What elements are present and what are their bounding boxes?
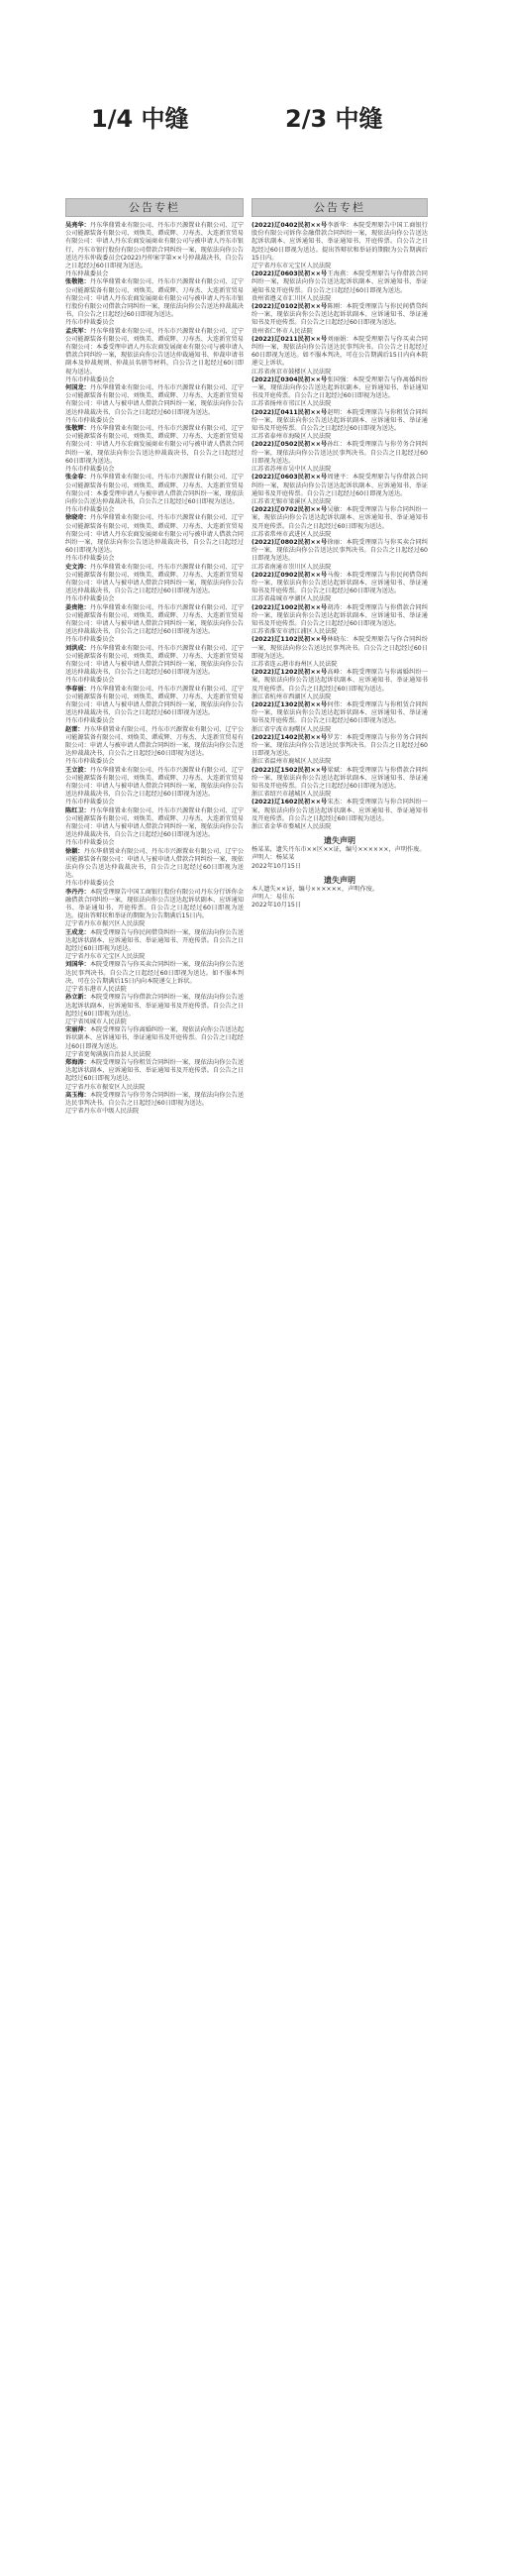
lost-notice-body: 杨某某，遗失丹东市××区××证，编号××××××，声明作废。: [252, 846, 426, 854]
announcement-case-number: 吴亮华：: [65, 222, 90, 229]
lost-notice-list: [252, 835, 428, 910]
announcement-item: [252, 474, 428, 498]
announcement-body: 本院受理原告中国工商银行股份有限公司丹东分行诉你金融借款合同纠纷一案，现依法向你公告送达起诉状副本、应诉通知书、举证通知书、开庭传票。自公告之日起经过60日即视为送达。提出答辩状和举证的期限为公告期满后15日内。: [65, 888, 244, 920]
announcement-case-number: (2022)辽0702民初××号: [252, 506, 328, 514]
announcement-case-number: 史文涛：: [65, 563, 90, 571]
right-fold-header: 2/3 中缝: [285, 105, 383, 133]
announcement-case-number: 李丹丹：: [65, 888, 90, 896]
announcement-signature: 江苏省扬州市邗江区人民法院: [252, 400, 332, 408]
announcement-signature: 丹东市仲裁委员会: [65, 717, 115, 725]
announcement-item: [252, 506, 428, 531]
announcement-case-number: (2022)辽1302民初××号: [252, 700, 328, 708]
announcement-item: [252, 303, 428, 328]
announcement-item: [65, 994, 244, 1019]
announcement-item: [252, 799, 428, 823]
announcement-body: 赵明：本院受理原告与你租赁合同纠纷一案，现依法向你公告送达起诉状副本、应诉通知书、举证通知书及开庭传票。自公告之日起经过60日即视为送达。: [252, 408, 428, 433]
announcement-signature: 丹东市仲裁委员会: [65, 595, 115, 603]
announcement-case-number: 张敬艳：: [65, 278, 90, 286]
announcement-case-number: 姜贵艳：: [65, 603, 90, 611]
announcement-signature: 江苏省淮安市清江浦区人民法院: [252, 628, 338, 636]
announcement-body: 陈刚：本院受理原告与你民间借贷纠纷一案，现依法向你公告送达起诉状副本、应诉通知书、举证通知书及开庭传票。自公告之日起经过60日即视为送达。: [252, 303, 428, 327]
announcement-body: 李新华：本院受理原告中国工商银行股份有限公司诉你金融借款合同纠纷一案，现依法向你公告送达起诉状副本、应诉通知书、举证通知书、开庭传票。自公告之日起经过60日即视为送达。提出答辩状和举证的期限为公告期满后15日内。: [252, 222, 428, 262]
announcement-body: 周建平：本院受理原告与你借款合同纠纷一案，现依法向你公告送达起诉状副本、应诉通知书、举证通知书及开庭传票。自公告之日起经过60日即视为送达。: [252, 474, 428, 497]
announcement-signature: 辽宁省丹东市振安区人民法院: [65, 1083, 146, 1091]
announcement-case-number: (2022)辽1002民初××号: [252, 603, 328, 611]
announcement-signature: 丹东市仲裁委员会: [65, 466, 115, 474]
announcement-signature: 江苏省连云港市海州区人民法院: [252, 660, 338, 668]
announcement-case-number: 张金春：: [65, 474, 90, 482]
left-announcement-list: [65, 222, 244, 1116]
announcement-body: 丹东华鼎置业有限公司、丹东市兴源置业有限公司、辽宁公司能源装备有限公司、刘焕美、谭成辉、刀寿杰、大连新宜贸易有限公司：申请人与被申请人借款合同纠纷一案，现依法向你公告送达仲裁裁决书，自公告之日起经过60日即视为送达。: [65, 766, 244, 799]
announcement-signature: 江苏省盐城市亭湖区人民法院: [252, 595, 332, 603]
announcement-signature: 江苏省常州市武进区人民法院: [252, 530, 332, 538]
announcement-item: [65, 767, 244, 800]
announcement-body: 丹东华鼎置业有限公司、丹东市兴源置业有限公司、辽宁公司能源装备有限公司、刘焕美、谭成辉、刀寿杰、大连新宜贸易有限公司：申请人丹东农商发展商业有限公司与被申请人丹东市银行、丹东市银行股份有限公司借款合同纠纷一案，现依法向你公告送达丹东仲裁委员会(2022)丹仲案字第××号仲裁裁决书，自公告之日起经过60日即视为送达。: [65, 222, 244, 270]
announcement-signature: 辽宁省丹东市元宝区人民法院: [252, 263, 332, 270]
announcement-case-number: (2022)辽0402民初××号: [252, 222, 328, 229]
announcement-body: 罗芳：本院受理原告与你劳务合同纠纷一案，现依法向你公告送达民事判决书。自公告之日起经过60日即视为送达。: [252, 733, 428, 758]
announcement-body: 丹东华鼎置业有限公司、丹东市兴源置业有限公司、辽宁公司能源装备有限公司、刘焕美、谭成辉、刀寿杰、大连新宜贸易有限公司：申请人丹东农商发展商业有限公司与被申请人丹东市银行股份有限公司借款合同纠纷一案，现依法向你公告送达仲裁裁决书，自公告之日起经过60日即视为送达。: [65, 278, 244, 319]
announcement-signature: 辽宁省丹东市中级人民法院: [65, 1108, 140, 1116]
announcement-case-number: (2022)辽0802民初××号: [252, 538, 328, 546]
announcement-item: [65, 686, 244, 718]
announcement-body: 丹东华鼎置业有限公司、丹东市兴源置业有限公司、辽宁公司能源装备有限公司、刘焕美、谭成辉、刀寿杰、大连新宜贸易有限公司：本委受理申请人与被申请人借款合同纠纷一案，现依法向你公告送达仲裁裁决书，自公告之日起经过60日即视为送达。: [65, 474, 244, 505]
lost-notice-signature: 声明人：易佳东: [252, 894, 295, 902]
announcement-case-number: 高玉梅：: [65, 1091, 90, 1099]
announcement-body: 徐丽：本院受理原告与你买卖合同纠纷一案，现依法向你公告送达民事判决书。自公告之日起经过60日即视为送达。: [252, 538, 428, 563]
announcement-case-number: (2022)辽1402民初××号: [252, 733, 328, 741]
announcement-case-number: 何国龙：: [65, 384, 90, 392]
announcement-item: [65, 425, 244, 466]
announcement-signature: 丹东市仲裁委员会: [65, 319, 115, 327]
announcement-body: 丹东华鼎置业有限公司、丹东市兴源置业有限公司、辽宁公司能源装备有限公司：申请人与被申请人借款合同纠纷一案，现依法向你公告送达仲裁裁决书，自公告之日起经过60日即视为送达。: [65, 847, 244, 880]
announcement-case-number: (2022)辽0902民初××号: [252, 571, 328, 579]
announcement-item: [65, 1059, 244, 1084]
announcement-item: [65, 604, 244, 637]
announcement-signature: 浙江省杭州市西湖区人民法院: [252, 693, 332, 700]
right-column-title: 公告专栏: [252, 198, 428, 217]
announcement-case-number: (2022)辽0102民初××号: [252, 303, 328, 311]
announcement-signature: 丹东市仲裁委员会: [65, 555, 115, 563]
announcement-body: 本院受理原告与你劳务合同纠纷一案，现依法向你公告送达民事判决书。自公告之日起经过60日即视为送达。: [65, 1091, 244, 1107]
announcement-item: [252, 701, 428, 726]
announcement-signature: 辽宁省丹东市振兴区人民法院: [65, 920, 146, 928]
announcement-signature: 丹东市仲裁委员会: [65, 416, 115, 424]
announcement-case-number: (2022)辽0502民初××号: [252, 441, 328, 449]
announcement-body: 刘丽娟：本院受理原告与你买卖合同纠纷一案，现依法向你公告送达民事判决书。自公告之日起经过60日即视为送达。如不服本判决，可在公告期满后15日内向本院递交上诉状。: [252, 335, 428, 368]
announcement-item: [252, 222, 428, 263]
right-announcement-list: [252, 222, 428, 831]
announcement-item: [252, 539, 428, 564]
announcement-body: 何伟：本院受理原告与你租赁合同纠纷一案，现依法向你公告送达起诉状副本、应诉通知书、举证通知书及开庭传票。自公告之日起经过60日即视为送达。: [252, 700, 428, 725]
announcement-item: [252, 604, 428, 629]
lost-notice-date: 2022年10月15日: [252, 862, 302, 870]
announcement-signature: 丹东市仲裁委员会: [65, 799, 115, 806]
announcement-body: 本院受理原告与你民间借贷纠纷一案，现依法向你公告送达起诉状副本、应诉通知书、举证通知书、开庭传票。自公告之日起经过60日即视为送达。: [65, 928, 244, 953]
announcement-item: [65, 889, 244, 921]
announcement-case-number: 王成龙：: [65, 928, 90, 936]
announcement-item: [65, 645, 244, 678]
announcement-case-number: (2022)辽0411民初××号: [252, 408, 328, 416]
left-announcement-column: [65, 198, 244, 2556]
announcement-signature: 贵州省仁怀市人民法院: [252, 327, 313, 335]
announcement-signature: 丹东市仲裁委员会: [65, 880, 115, 888]
announcement-signature: 辽宁省丹东市元宝区人民法院: [65, 953, 146, 961]
announcement-body: 马俊：本院受理原告与你民间借贷纠纷一案，现依法向你公告送达起诉状副本、应诉通知书、举证通知书及开庭传票。自公告之日起经过60日即视为送达。: [252, 571, 428, 595]
lost-notice-signature: 声明人：杨某某: [252, 854, 295, 862]
announcement-item: [65, 222, 244, 270]
announcement-body: 梁斌：本院受理原告与你借款合同纠纷一案，现依法向你公告送达起诉状副本、应诉通知书、举证通知书及开庭传票。自公告之日起经过60日即视为送达。: [252, 766, 428, 791]
announcement-item: [65, 726, 244, 759]
announcement-case-number: 孟庆军：: [65, 327, 90, 335]
announcement-item: [65, 328, 244, 376]
left-fold-header: 1/4 中缝: [91, 105, 189, 133]
announcement-body: 本院受理原告与你租赁合同纠纷一案，现依法向你公告送达起诉状副本、应诉通知书、举证通知书及开庭传票。自公告之日起经过60日即视为送达。: [65, 1058, 244, 1083]
lost-notice-date: 2022年10月15日: [252, 902, 302, 910]
announcement-case-number: 王立波：: [65, 766, 90, 774]
announcement-body: 王海燕：本院受理原告与你借款合同纠纷一案，现依法向你公告送达起诉状副本、应诉通知书、举证通知书及开庭传票。自公告之日起经过60日即视为送达。: [252, 270, 428, 294]
announcement-item: [65, 807, 244, 840]
announcement-body: 丹东华鼎置业有限公司、丹东市兴源置业有限公司、辽宁公司能源装备有限公司、刘焕美、谭成辉、刀寿杰、大连新宜贸易有限公司：申请人与被申请人借款合同纠纷一案，现依法向你公告送达仲裁裁决书，自公告之日起经过60日即视为送达。: [65, 603, 244, 636]
announcement-body: 丹东华鼎置业有限公司、丹东市兴源置业有限公司、辽宁公司能源装备有限公司、刘焕美、谭成辉、刀寿杰、大连新宜贸易有限公司：申请人丹东农商发展商业有限公司与被申请人借款合同纠纷一案，现依法向你公告送达仲裁裁决书，自公告之日起经过60日即视为送达。: [65, 514, 244, 555]
lost-notice-title: 遗失声明: [324, 836, 355, 846]
announcement-signature: 浙江省宁波市海曙区人民法院: [252, 725, 332, 733]
announcement-body: 丹东华鼎置业有限公司、丹东市兴源置业有限公司、辽宁公司能源装备有限公司、刘焕美、谭成辉、刀寿杰、大连新宜贸易有限公司：本委受理申请人丹东农商发展商业有限公司与被申请人借款合同纠纷一案，现依法向你公告送达仲裁通知书、仲裁申请书副本及仲裁规则、仲裁员名册等材料，自公告之日起经过60日即视为送达。: [65, 327, 244, 376]
announcement-case-number: 李春丽：: [65, 685, 90, 693]
announcement-case-number: (2022)辽1602民初××号: [252, 799, 328, 806]
announcement-signature: 浙江省温州市鹿城区人民法院: [252, 758, 332, 766]
announcement-item: [65, 474, 244, 506]
announcement-signature: 贵州省遵义市汇川区人民法院: [252, 294, 332, 302]
announcement-body: 胡涛：本院受理原告与你借款合同纠纷一案，现依法向你公告送达起诉状副本、应诉通知书、举证通知书及开庭传票。自公告之日起经过60日即视为送达。: [252, 603, 428, 627]
announcement-item: [65, 1026, 244, 1051]
announcement-signature: 丹东仲裁委员会: [65, 270, 109, 278]
left-column-title: 公告专栏: [65, 198, 244, 217]
announcement-signature: 丹东市仲裁委员会: [65, 839, 115, 847]
announcement-case-number: (2022)辽0603民初××号: [252, 270, 328, 278]
announcement-signature: 辽宁省东港市人民法院: [65, 986, 127, 994]
announcement-item: [65, 961, 244, 986]
announcement-body: 本院受理原告与你买卖合同纠纷一案，现依法向你公告送达民事判决书。自公告之日起经过60日即视为送达。如不服本判决，可在公告期满后15日内向本院递交上诉状。: [65, 961, 244, 985]
announcement-item: [252, 409, 428, 434]
announcement-case-number: (2022)辽0603民初××号: [252, 474, 328, 482]
announcement-signature: 丹东市仲裁委员会: [65, 758, 115, 766]
announcement-body: 本院受理原告与你离婚纠纷一案，现依法向你公告送达起诉状副本、应诉通知书、举证通知书及开庭传票。自公告之日起经过60日即视为送达。: [65, 1026, 244, 1050]
announcement-body: 张国强：本院受理原告与你离婚纠纷一案，现依法向你公告送达起诉状副本、应诉通知书、举证通知书及开庭传票。自公告之日起经过60日即视为送达。: [252, 376, 428, 400]
announcement-item: [65, 848, 244, 881]
announcement-body: 丹东华鼎置业有限公司、丹东市兴源置业有限公司、辽宁公司能源装备有限公司、刘焕美、谭成辉、刀寿杰、大连新宜贸易有限公司：申请人与被申请人借款合同纠纷一案，现依法向你公告送达仲裁裁决书，自公告之日起经过60日即视为送达。: [65, 563, 244, 595]
announcement-signature: 丹东市仲裁委员会: [65, 376, 115, 383]
announcement-case-number: 徐晓奇：: [65, 514, 90, 522]
announcement-signature: 丹东市仲裁委员会: [65, 636, 115, 644]
announcement-signature: 丹东市仲裁委员会: [65, 677, 115, 685]
announcement-item: [252, 270, 428, 295]
lost-notice-body: 本人遗失××证，编号××××××，声明作废。: [252, 885, 379, 893]
announcement-signature: 江苏省南京市鼓楼区人民法院: [252, 368, 332, 376]
announcement-case-number: 孙立新：: [65, 994, 90, 1002]
announcement-body: 丹东华鼎置业有限公司、丹东市兴源置业有限公司、辽宁公司能源装备有限公司、刘焕美、谭成辉、刀寿杰、大连新宜贸易有限公司：申请人与被申请人借款合同纠纷一案，现依法向你公告送达仲裁裁决书，自公告之日起经过60日即视为送达。: [65, 384, 244, 416]
announcement-signature: 浙江省绍兴市越城区人民法院: [252, 791, 332, 799]
announcement-body: 林晓东：本院受理原告与你合同纠纷一案，现依法向你公告送达民事判决书。自公告之日起经过60日即视为送达。: [252, 636, 428, 660]
announcement-case-number: 张敬辉：: [65, 425, 90, 433]
announcement-case-number: (2022)辽0304民初××号: [252, 376, 328, 383]
announcement-case-number: 徐颖：: [65, 847, 84, 855]
announcement-signature: 辽宁省宽甸满族自治县人民法院: [65, 1050, 152, 1058]
right-announcement-column: [252, 198, 428, 2556]
announcement-body: 吴敏：本院受理原告与你合同纠纷一案，现依法向你公告送达起诉状副本、应诉通知书、举证通知书及开庭传票。自公告之日起经过60日即视为送达。: [252, 506, 428, 530]
announcement-item: [65, 278, 244, 319]
announcement-body: 丹东华鼎置业有限公司、丹东市兴源置业有限公司、辽宁公司能源装备有限公司、刘焕美、谭成辉、刀寿杰、大连新宜贸易有限公司：申请人丹东农商发展商业有限公司与被申请人借款合同纠纷一案，现依法向你公告送达仲裁裁决书，自公告之日起经过60日即视为送达。: [65, 425, 244, 465]
announcement-case-number: 陈红卫：: [65, 806, 90, 814]
announcement-signature: 丹东市仲裁委员会: [65, 506, 115, 514]
announcement-case-number: (2022)辽0211民初××号: [252, 335, 328, 343]
announcement-body: 丹东华鼎置业有限公司、丹东市兴源置业有限公司、辽宁公司能源装备有限公司、刘焕美、谭成辉、刀寿杰、大连新宜贸易有限公司：申请人与被申请人借款合同纠纷一案，现依法向你公告送达仲裁裁决书，自公告之日起经过60日即视为送达。: [65, 725, 244, 758]
announcement-body: 高峰：本院受理原告与你离婚纠纷一案，现依法向你公告送达起诉状副本、应诉通知书、举证通知书及开庭传票。自公告之日起经过60日即视为送达。: [252, 669, 428, 693]
announcement-case-number: 赵雷：: [65, 725, 84, 733]
announcement-item: [252, 376, 428, 401]
announcement-item: [65, 384, 244, 417]
announcement-signature: 江苏省南通市崇川区人民法院: [252, 563, 332, 571]
announcement-body: 丹东华鼎置业有限公司、丹东市兴源置业有限公司、辽宁公司能源装备有限公司、刘焕美、谭成辉、刀寿杰、大连新宜贸易有限公司：申请人与被申请人借款合同纠纷一案，现依法向你公告送达仲裁裁决书，自公告之日起经过60日即视为送达。: [65, 806, 244, 839]
announcement-signature: 江苏省无锡市梁溪区人民法院: [252, 497, 332, 505]
announcement-item: [65, 564, 244, 596]
announcement-item: [252, 636, 428, 661]
announcement-item: [65, 1092, 244, 1108]
announcement-case-number: 刘洪成：: [65, 644, 90, 652]
announcement-item: [252, 669, 428, 694]
announcement-item: [252, 336, 428, 369]
announcement-signature: 辽宁省凤城市人民法院: [65, 1018, 127, 1025]
announcement-item: [252, 572, 428, 596]
announcement-case-number: (2022)辽1202民初××号: [252, 669, 328, 677]
announcement-item: [65, 929, 244, 954]
announcement-case-number: 宋丽萍：: [65, 1026, 90, 1034]
announcement-body: 本院受理原告与你借款合同纠纷一案，现依法向你公告送达起诉状副本、应诉通知书、举证通知书及开庭传票。自公告之日起经过60日即视为送达。: [65, 994, 244, 1018]
announcement-body: 丹东华鼎置业有限公司、丹东市兴源置业有限公司、辽宁公司能源装备有限公司、刘焕美、谭成辉、刀寿杰、大连新宜贸易有限公司：申请人与被申请人借款合同纠纷一案，现依法向你公告送达仲裁裁决书，自公告之日起经过60日即视为送达。: [65, 685, 244, 717]
announcement-item: [65, 514, 244, 555]
lost-notice-title: 遗失声明: [324, 875, 355, 885]
announcement-item: [252, 767, 428, 792]
announcement-body: 丹东华鼎置业有限公司、丹东市兴源置业有限公司、辽宁公司能源装备有限公司、刘焕美、谭成辉、刀寿杰、大连新宜贸易有限公司：申请人与被申请人借款合同纠纷一案，现依法向你公告送达仲裁裁决书，自公告之日起经过60日即视为送达。: [65, 644, 244, 677]
announcement-signature: 浙江省金华市婺城区人民法院: [252, 823, 332, 831]
announcement-signature: 江苏省泰州市海陵区人民法院: [252, 433, 332, 441]
announcement-case-number: (2022)辽1502民初××号: [252, 766, 328, 774]
announcement-signature: 江苏省苏州市吴中区人民法院: [252, 466, 332, 474]
announcement-body: 孙红：本院受理原告与你劳务合同纠纷一案，现依法向你公告送达民事判决书。自公告之日起经过60日即视为送达。: [252, 441, 428, 465]
announcement-case-number: 刘国华：: [65, 961, 90, 969]
announcement-case-number: (2022)辽1102民初××号: [252, 636, 328, 644]
announcement-item: [252, 734, 428, 759]
announcement-case-number: 郑海涛：: [65, 1058, 90, 1066]
announcement-body: 宋杰：本院受理原告与你合同纠纷一案，现依法向你公告送达起诉状副本、应诉通知书、举证通知书及开庭传票。自公告之日起经过60日即视为送达。: [252, 799, 428, 822]
announcement-item: [252, 441, 428, 466]
